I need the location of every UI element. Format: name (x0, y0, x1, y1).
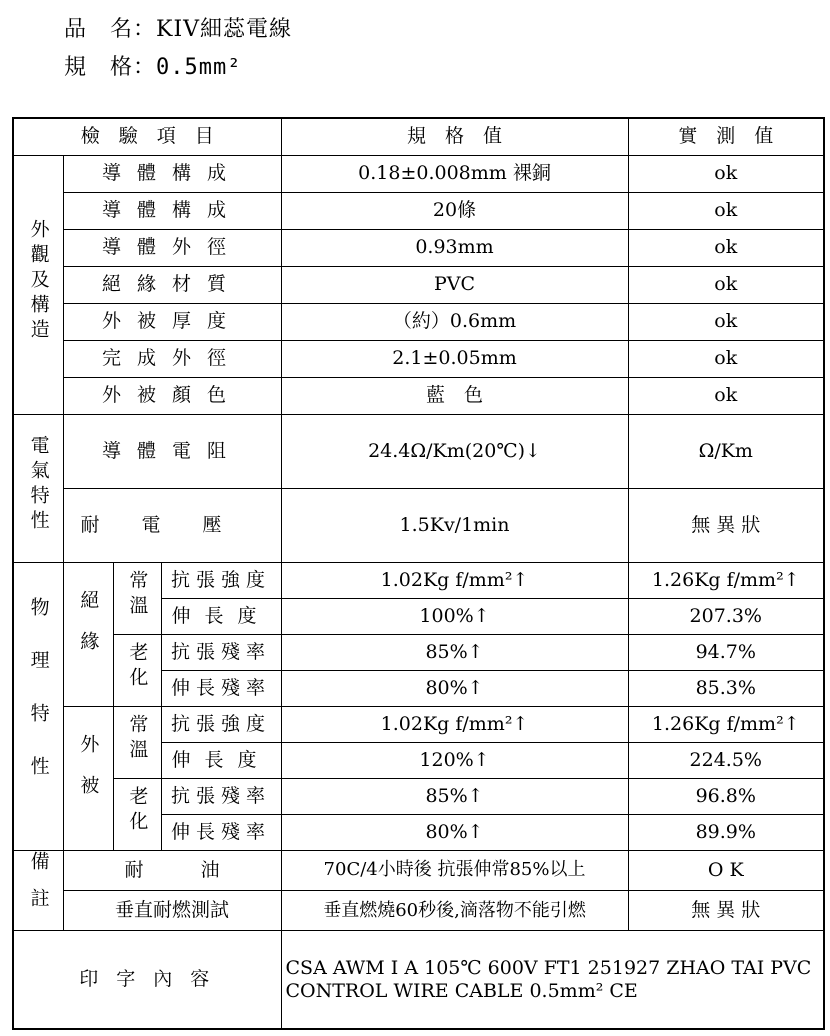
measured-cell: ok (628, 266, 824, 303)
measured-cell: 無 異 狀 (628, 488, 824, 562)
product-name-label: 品 名： (64, 17, 157, 42)
jacket-aged-label: 老化 (113, 778, 161, 850)
spec-cell: 85%↑ (281, 634, 628, 670)
item-cell: 耐電壓 (63, 488, 281, 562)
spec-cell: PVC (281, 266, 628, 303)
item-cell: 抗張殘率 (161, 778, 281, 814)
printing-row (13, 931, 824, 1029)
table-row (13, 562, 824, 598)
spec-cell: 1.02Kg f/mm²↑ (281, 562, 628, 598)
column-header-row (13, 118, 824, 155)
item-cell: 抗張強度 (161, 706, 281, 742)
spec-cell: 85%↑ (281, 778, 628, 814)
group-insulation: 絕緣 (63, 562, 113, 706)
printing-line-2: CONTROL WIRE CABLE 0.5mm² CE (285, 979, 638, 1002)
group-jacket: 外被 (63, 706, 113, 850)
printing-label: 印 字 內 容 (13, 931, 281, 1029)
measured-cell: 224.5% (628, 742, 824, 778)
table-row (13, 414, 824, 488)
item-cell: 外被顏色 (63, 377, 281, 414)
table-row (13, 488, 824, 562)
item-cell: 導體外徑 (63, 229, 281, 266)
column-header-item: 檢 驗 項 目 (13, 118, 281, 155)
spec-cell: 1.02Kg f/mm²↑ (281, 706, 628, 742)
table-row (13, 303, 824, 340)
spec-cell: （約）0.6mm (281, 303, 628, 340)
measured-cell: 無 異 狀 (628, 890, 824, 930)
measured-cell: 1.26Kg f/mm²↑ (628, 562, 824, 598)
insulation-aged-label: 老化 (113, 634, 161, 706)
spec-cell: 70C/4小時後 抗張伸常85%以上 (281, 850, 628, 890)
item-cell: 導體構成 (63, 155, 281, 192)
measured-cell: O K (628, 850, 824, 890)
table-row (13, 634, 824, 670)
table-row (13, 850, 824, 890)
spec-cell: 0.93mm (281, 229, 628, 266)
item-cell: 垂直耐燃測試 (63, 890, 281, 930)
item-cell: 伸長殘率 (161, 814, 281, 850)
measured-cell: ok (628, 377, 824, 414)
product-name-value: KIV細蕊電線 (156, 17, 293, 42)
item-cell: 伸長度 (161, 598, 281, 634)
group-physical: 物理特性 (13, 562, 63, 850)
spec-cell: 1.5Kv/1min (281, 488, 628, 562)
item-cell: 伸長度 (161, 742, 281, 778)
spec-cell: 垂直燃燒60秒後,滴落物不能引燃 (281, 890, 628, 930)
item-cell: 完成外徑 (63, 340, 281, 377)
printing-content (281, 931, 824, 1029)
measured-cell: ok (628, 155, 824, 192)
measured-cell: 1.26Kg f/mm²↑ (628, 706, 824, 742)
spec-cell: 80%↑ (281, 814, 628, 850)
spec-cell: 120%↑ (281, 742, 628, 778)
spec-cell: 藍 色 (281, 377, 628, 414)
table-row (13, 706, 824, 742)
insulation-normal-label: 常溫 (113, 562, 161, 634)
measured-cell: 96.8% (628, 778, 824, 814)
spec-cell: 0.18±0.008mm 裸銅 (281, 155, 628, 192)
measured-cell: ok (628, 192, 824, 229)
table-row (13, 266, 824, 303)
measured-cell: ok (628, 303, 824, 340)
item-cell: 抗張強度 (161, 562, 281, 598)
table-row (13, 229, 824, 266)
spec-table (12, 117, 825, 1030)
measured-cell: ok (628, 340, 824, 377)
group-remarks: 備註 (13, 850, 63, 931)
item-cell: 外被厚度 (63, 303, 281, 340)
item-cell: 導體構成 (63, 192, 281, 229)
table-row (13, 778, 824, 814)
item-cell: 絕緣材質 (63, 266, 281, 303)
spec-cell: 24.4Ω/Km(20℃)↓ (281, 414, 628, 488)
group-appearance: 外觀及構造 (13, 155, 63, 414)
item-cell: 耐 油 (63, 850, 281, 890)
table-row (13, 340, 824, 377)
measured-cell: 94.7% (628, 634, 824, 670)
column-header-measured: 實 測 值 (628, 118, 824, 155)
spec-cell: 80%↑ (281, 670, 628, 706)
printing-line-1: CSA AWM I A 105℃ 600V FT1 251927 ZHAO TAI PVC (285, 956, 812, 979)
item-cell: 抗張殘率 (161, 634, 281, 670)
item-cell: 導體電阻 (63, 414, 281, 488)
spec-cell: 100%↑ (281, 598, 628, 634)
measured-cell: 85.3% (628, 670, 824, 706)
spec-cell: 20條 (281, 192, 628, 229)
product-spec-label: 規 格： (64, 55, 157, 80)
group-electrical: 電氣特性 (13, 414, 63, 562)
table-row (13, 890, 824, 930)
product-spec-line (64, 50, 242, 81)
column-header-spec: 規 格 值 (281, 118, 628, 155)
table-row (13, 377, 824, 414)
table-row (13, 155, 824, 192)
product-name-line (64, 12, 292, 43)
product-spec-value: 0.5mm² (156, 55, 242, 80)
measured-cell: Ω/Km (628, 414, 824, 488)
measured-cell: 207.3% (628, 598, 824, 634)
spec-cell: 2.1±0.05mm (281, 340, 628, 377)
measured-cell: 89.9% (628, 814, 824, 850)
jacket-normal-label: 常溫 (113, 706, 161, 778)
table-row (13, 192, 824, 229)
measured-cell: ok (628, 229, 824, 266)
item-cell: 伸長殘率 (161, 670, 281, 706)
